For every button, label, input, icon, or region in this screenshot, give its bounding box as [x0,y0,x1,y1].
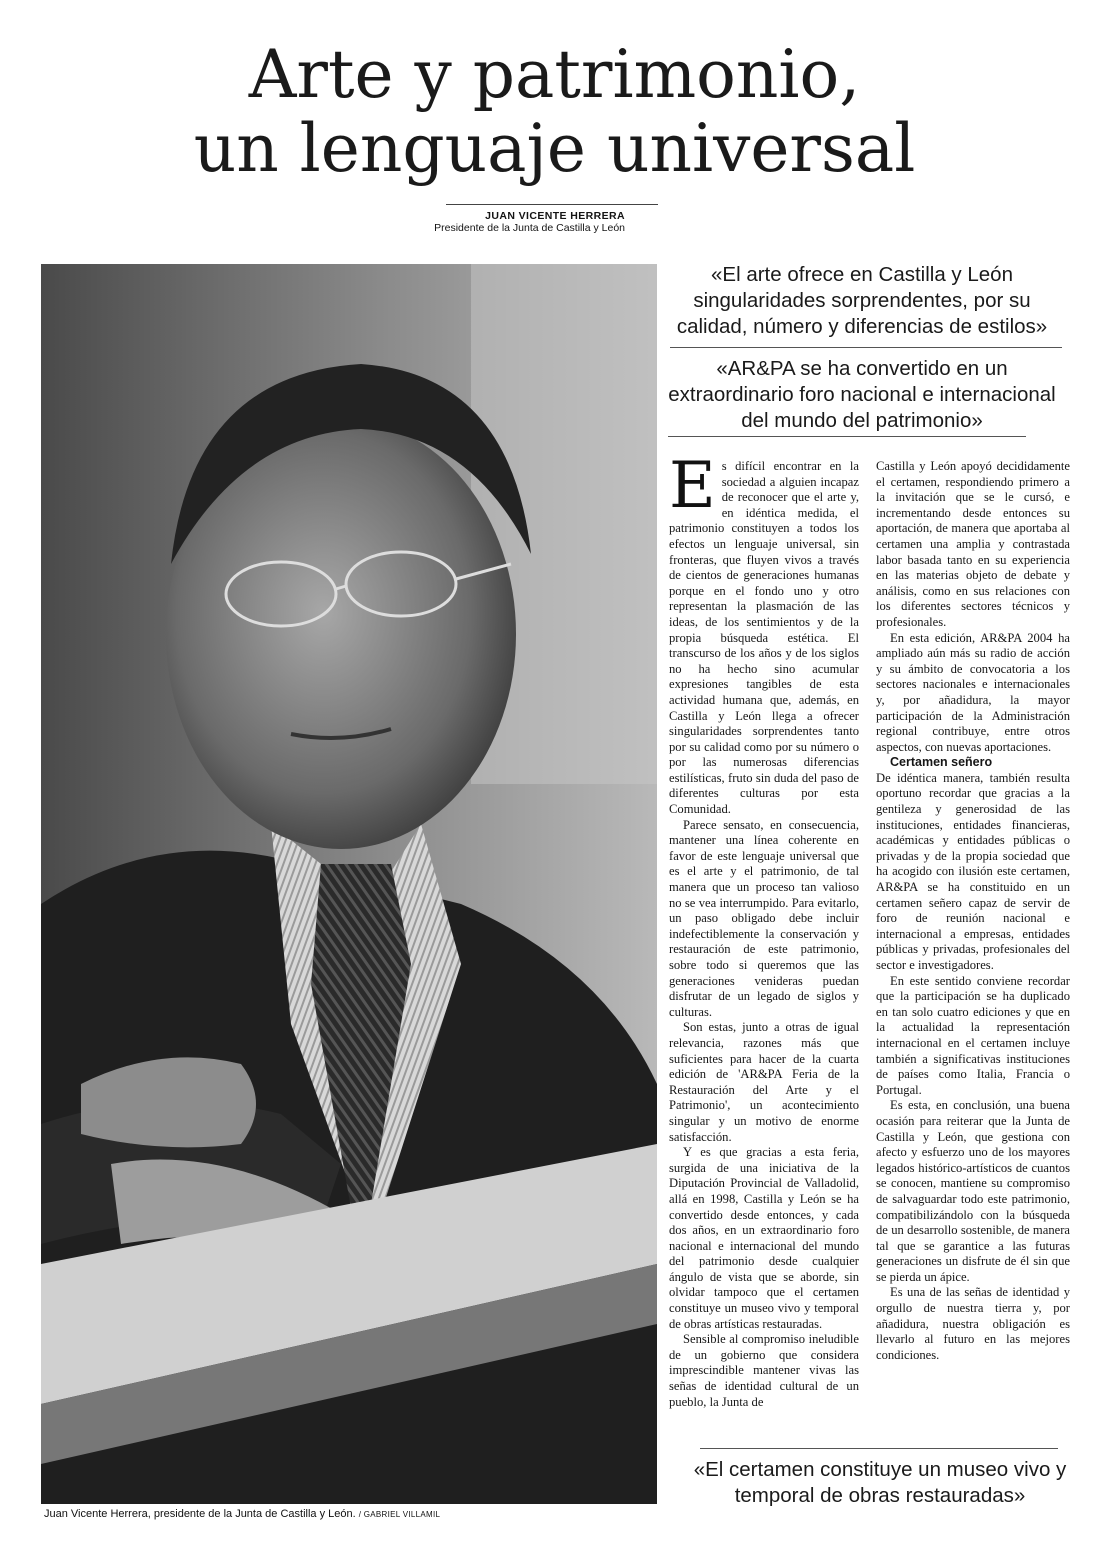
pullquote-divider-1 [670,347,1062,348]
byline [380,210,625,234]
pullquote-2: «AR&PA se ha convertido en un extraordinario foro nacional e internacional del mundo del patrimonio» [668,357,1056,432]
article-column-1 [669,449,859,1410]
headline-line-2: un lenguaje universal [193,110,916,187]
caption-text: Juan Vicente Herrera, presidente de la Junta de Castilla y León. [44,1508,356,1520]
pullquote-divider-2 [668,436,1026,437]
body-paragraph: Castilla y León apoyó decididamente el certamen, respondiendo primero a la invitación que se le cursó, e incrementando desde entonces su aportación, de manera que aportaba al certamen una amplia y contrastada labor basada tanto en su experiencia en las materias objeto de debate y análisis, como en sus relaciones con los diferentes sectores técnicos y profesionales. [876,459,1070,629]
body-paragraph: Es esta, en conclusión, una buena ocasión para reiterar que la Junta de Castilla y León, que gestiona con afecto y esfuerzo uno de los mayores legados histórico-artísticos de cuantos se conocen, mantiene su compromiso de salvaguardar todo este patrimonio, compatibilizándolo con la búsqueda de un desarrollo sostenible, de manera tal que se garantice a las futuras generaciones un disfrute de él sin que se pierda un ápice. [876,1098,1070,1284]
portrait-photo [41,264,657,1504]
headline-line-1: Arte y patrimonio, [248,36,861,113]
body-paragraph: Parece sensato, en consecuencia, mantener una línea coherente en favor de este lenguaje universal que es el arte y el patrimonio, de tal manera que un proceso tan valioso no se vea interrumpido. Para evitarlo, un paso obligado debe incluir indefectiblemente la conservación y restauración de este patrimonio, sobre todo si queremos que las generaciones venideras puedan disfrutar de un legado de siglos y culturas. [669,817,859,1019]
portrait-illustration [41,264,657,1504]
body-paragraph: Sensible al compromiso ineludible de un gobierno que considera imprescindible mantener vivas las señas de identidad cultural de un pueblo, la Junta de [669,1332,859,1409]
body-paragraph: De idéntica manera, también resulta oportuno recordar que gracias a la gentileza y generosidad de las instituciones, entidades financieras, académicas y entidades públicas o privadas y de la propia sociedad que ha acogido con ilusión este certamen, AR&PA se ha constituido en un certamen señero capaz de servir de foro de reunión nacional e internacional a empresas, entidades públicas y privadas, profesionales del sector e investigadores. [876,770,1070,972]
body-paragraph: Es una de las señas de identidad y orgullo de nuestra tierra y, por añadidura, nuestra obligación es llevarlo al futuro en las mejores condiciones. [876,1285,1070,1362]
pullquote-divider-3 [700,1448,1058,1449]
byline-rule [446,204,658,205]
pullquote-3: «El certamen constituye un museo vivo y temporal de obras restauradas» [693,1458,1067,1507]
photo-credit: / GABRIEL VILLAMIL [358,1510,441,1519]
pullquote-1: «El arte ofrece en Castilla y León singularidades sorprendentes, por su calidad, número y diferencias de estilos» [676,263,1048,338]
body-paragraph: En esta edición, AR&PA 2004 ha ampliado aún más su radio de acción y su ámbito de convocatoria a los sectores nacionales e internacionales y, por añadidura, la mayor participación de la Administración regional contribuye, entre otros aspectos, con nuevas aportaciones. [876,630,1070,754]
drop-cap: E [669,449,716,523]
author-name: JUAN VICENTE HERRERA [485,210,625,222]
body-paragraph: En este sentido conviene recordar que la participación se ha duplicado en tan solo cuatro ediciones y que en la actualidad la representación internacional en el certamen incluye también a significativas instituciones de países como Italia, Francia o Portugal. [876,973,1070,1097]
body-paragraph: Son estas, junto a otras de igual relevancia, razones más que suficientes para hacer de la cuarta edición de 'AR&PA Feria de la Restauración del Arte y el Patrimonio', un acontecimiento singular y un motivo de enorme satisfacción. [669,1020,859,1144]
author-role: Presidente de la Junta de Castilla y León [434,222,625,234]
body-paragraph [669,449,859,818]
section-subhead: Certamen señero [890,755,993,770]
photo-caption [44,1508,664,1520]
article-headline [0,38,1109,186]
body-paragraph: Y es que gracias a esta feria, surgida de una iniciativa de la Diputación Provincial de Valladolid, allá en 1998, Castilla y León se ha convertido desde entonces, y cada dos años, en un extraordinario foro nacional e internacional del mundo del patrimonio desde cualquier ángulo de vista que se aborde, sin olvidar tampoco que el certamen constituye un museo vivo y temporal de obras artísticas restauradas. [669,1145,859,1331]
body-text: s difícil encontrar en la sociedad a alguien incapaz de reconocer que el arte y, en idéntica medida, el patrimonio constituyen a todos los efectos un lenguaje universal, sin fronteras, que fluyen vivos a través de cientos de generaciones humanas porque en el fondo uno y otro representan la plasmación de las ideas, de los sentimientos y de la propia búsqueda estética. El transcurso de los años y de los siglos no ha hecho sino acumular expresiones tangibles de esta actividad humana que, además, en Castilla y León llega a ofrecer singularidades sorprendentes tanto por su calidad como por su número o por las numerosas diferencias estilísticas, fruto sin duda del paso de diferentes culturas por esta Comunidad. [669,459,859,817]
article-column-2 [876,459,1070,1363]
